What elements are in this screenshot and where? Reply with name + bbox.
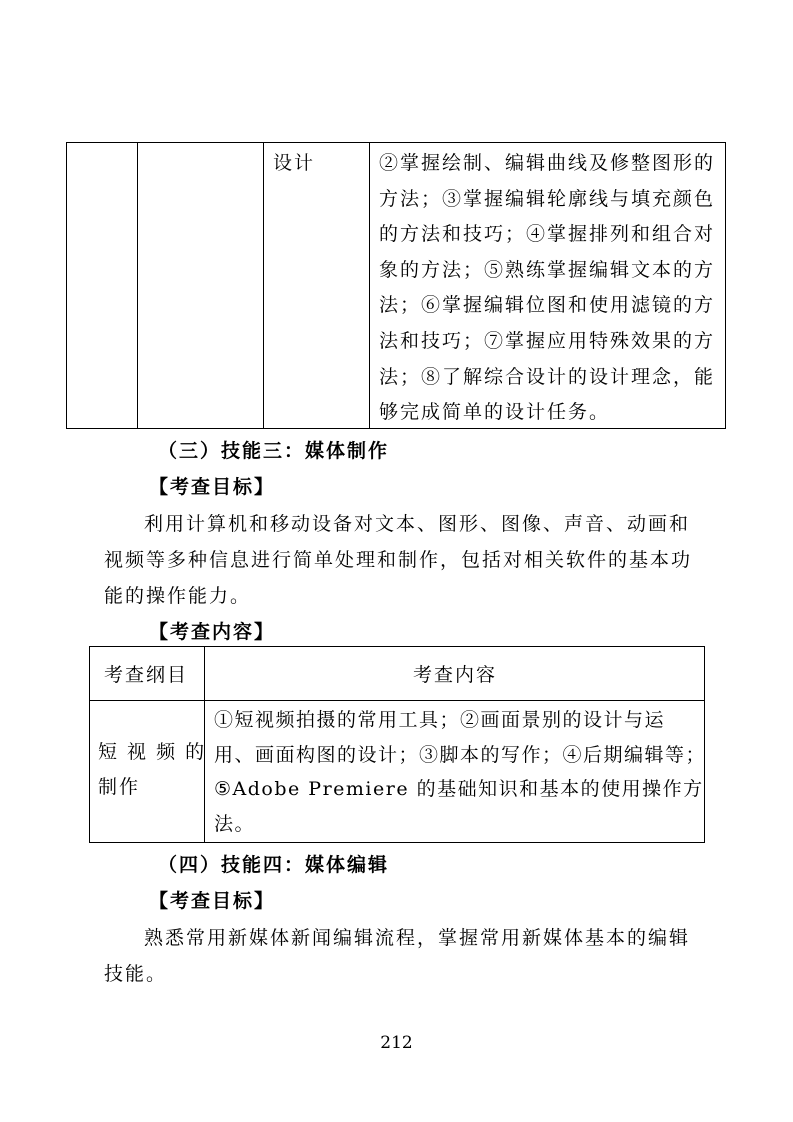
content-line: ①短视频拍摄的常用工具；②画面景别的设计与运: [214, 709, 666, 731]
content-line: ②掌握绘制、编辑曲线及修整图形的: [379, 152, 716, 174]
content-line: 够完成简单的设计任务。: [379, 401, 611, 424]
content-line: 法和技巧；⑦掌握应用特殊效果的方: [379, 329, 716, 352]
table-column-divider: [369, 143, 370, 428]
media-production-table: [89, 646, 705, 843]
content-line: 象的方法；⑤熟练掌握编辑文本的方: [379, 258, 716, 281]
table-cell-topic: 设计: [273, 152, 316, 174]
topic-line: 短 视 频 的: [98, 741, 207, 763]
table-cell-topic: [98, 735, 206, 805]
section-title: （三）技能三：媒体制作: [158, 440, 390, 462]
table-cell-content: [379, 146, 724, 431]
page-number: 212: [380, 1033, 413, 1053]
table-header-col2: 考查内容: [412, 664, 497, 686]
topic-line: 制作: [98, 776, 141, 798]
content-line: 的方法和技巧；④掌握排列和组合对: [379, 223, 716, 246]
content-line: ⑤Adobe Premiere 的基础知识和基本的使用操作方: [214, 778, 704, 800]
content-line: 方法；③掌握编辑轮廓线与填充颜色: [379, 187, 716, 210]
content-heading: 【考查内容】: [149, 621, 276, 643]
table-column-divider: [137, 143, 138, 428]
paragraph-line: 技能。: [104, 963, 168, 985]
content-line: 用、画面构图的设计；③脚本的写作；④后期编辑等；: [214, 743, 707, 766]
content-line: 法；⑥掌握编辑位图和使用滤镜的方: [379, 294, 716, 317]
section-title: （四）技能四：媒体编辑: [158, 854, 390, 876]
goal-heading: 【考查目标】: [149, 476, 276, 498]
table-row-divider: [90, 700, 704, 701]
content-line: 法。: [214, 812, 256, 835]
content-line: 法；⑧了解综合设计的设计理念，能: [379, 365, 716, 388]
table-cell-content: [214, 703, 706, 841]
skills-table-continued: [66, 142, 726, 429]
table-column-divider: [263, 143, 264, 428]
paragraph-line: 视频等多种信息进行简单处理和制作，包括对相关软件的基本功: [104, 549, 693, 571]
paragraph-line: 利用计算机和移动设备对文本、图形、图像、声音、动画和: [144, 513, 691, 535]
table-header-col1: 考查纲目: [104, 664, 189, 686]
goal-heading: 【考查目标】: [149, 890, 276, 912]
paragraph-line: 熟悉常用新媒体新闻编辑流程，掌握常用新媒体基本的编辑: [144, 927, 691, 949]
paragraph-line: 能的操作能力。: [104, 585, 252, 607]
